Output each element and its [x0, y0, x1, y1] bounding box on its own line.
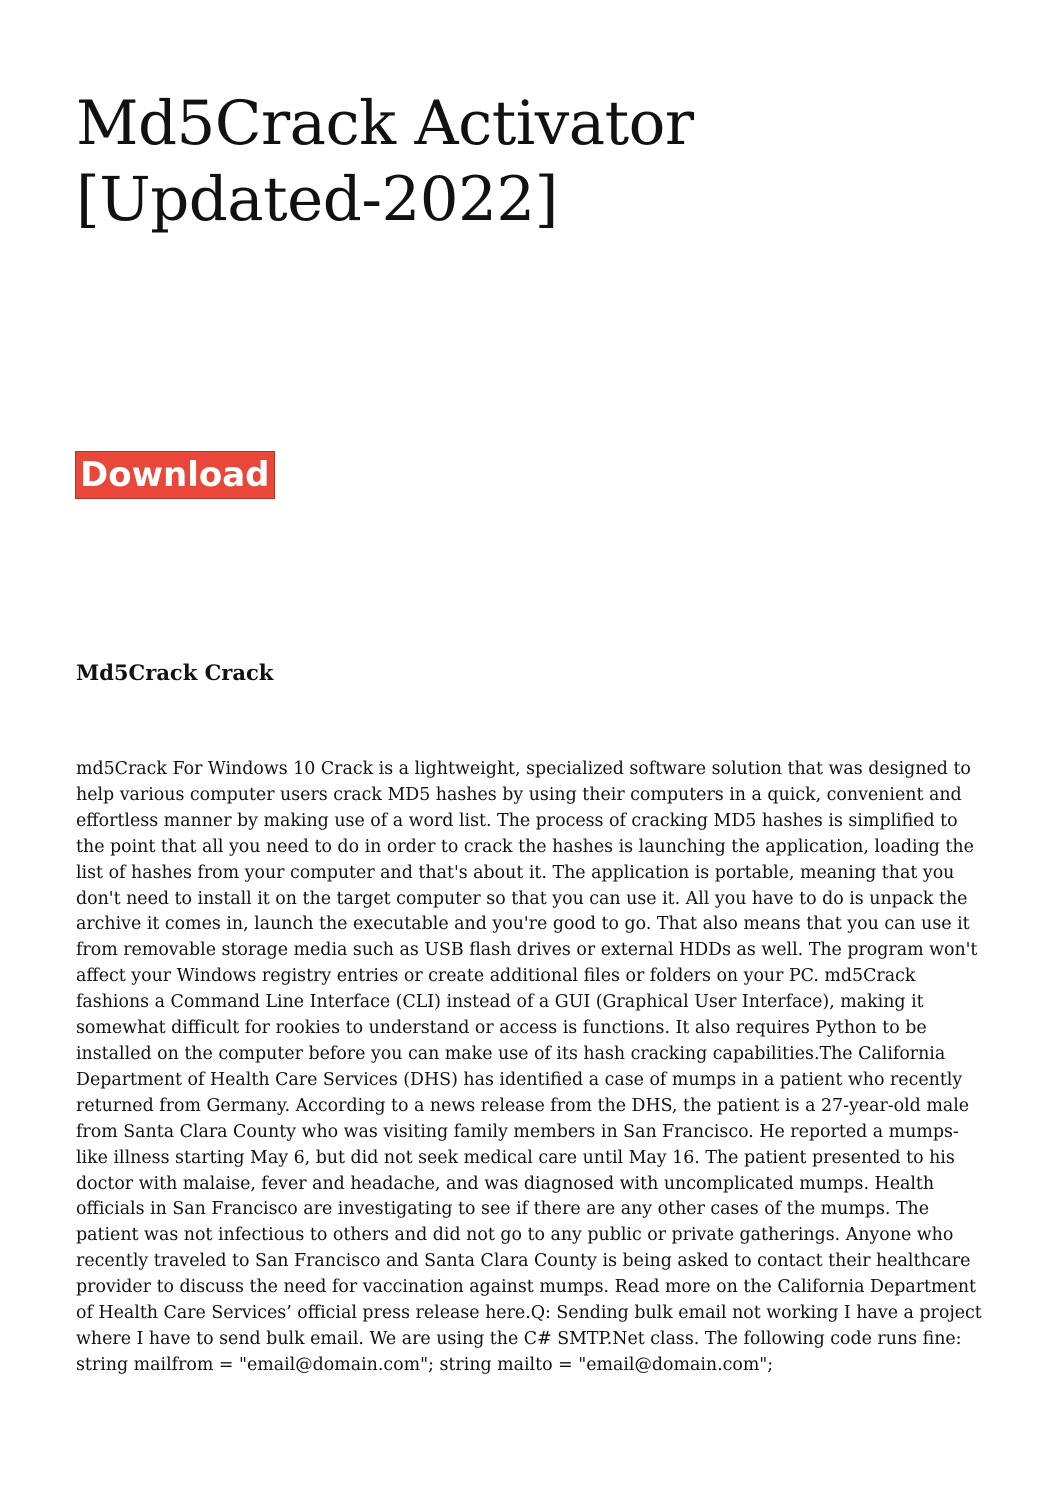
download-button[interactable]: Download: [75, 451, 275, 499]
section-heading: Md5Crack Crack: [76, 660, 274, 685]
body-paragraph: md5Crack For Windows 10 Crack is a lightweight, specialized software solution that was designed to help various computer users crack MD5 hashes by using their computers in a quick, convenient and effortless manner by making use of a word list. The process of cracking MD5 hashes is simplified to the point that all you need to do in order to crack the hashes is launching the application, loading the list of hashes from your computer and that's about it. The application is portable, meaning that you don't need to install it on the target computer so that you can use it. All you have to do is unpack the archive it comes in, launch the executable and you're good to go. That also means that you can use it from removable storage media such as USB flash drives or external HDDs as well. The program won't affect your Windows registry entries or create additional files or folders on your PC. md5Crack fashions a Command Line Interface (CLI) instead of a GUI (Graphical User Interface), making it somewhat difficult for rookies to understand or access is functions. It also requires Python to be installed on the computer before you can make use of its hash cracking capabilities.The California Department of Health Care Services (DHS) has identified a case of mumps in a patient who recently returned from Germany. According to a news release from the DHS, the patient is a 27-year-old male from Santa Clara County who was visiting family members in San Francisco. He reported a mumps-like illness starting May 6, but did not seek medical care until May 16. The patient presented to his doctor with malaise, fever and headache, and was diagnosed with uncomplicated mumps. Health officials in San Francisco are investigating to see if there are any other cases of the mumps. The patient was not infectious to others and did not go to any public or private gatherings. Anyone who recently traveled to San Francisco and Santa Clara County is being asked to contact their healthcare provider to discuss the need for vaccination against mumps. Read more on the California Department of Health Care Services’ official press release here.Q: Sending bulk email not working I have a project where I have to send bulk email. We are using the C# SMTP.Net class. The following code runs fine: string mailfrom = "email@domain.com"; string mailto = "email@domain.com";: [76, 759, 982, 1375]
page-title: Md5Crack Activator [Updated-2022]: [76, 88, 694, 235]
